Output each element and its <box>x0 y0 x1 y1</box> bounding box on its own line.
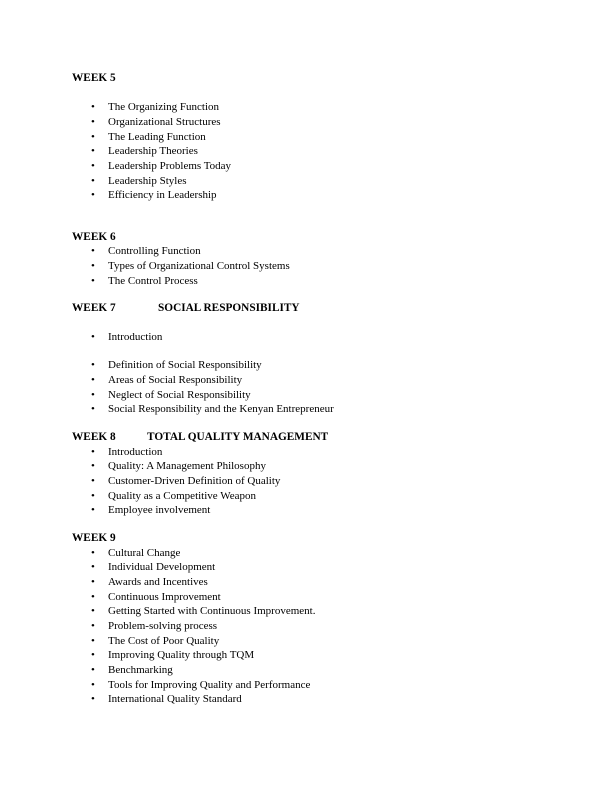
bullet-icon: • <box>91 374 95 386</box>
list-item: Employee involvement <box>108 504 211 516</box>
list-item: Continuous Improvement <box>108 591 221 603</box>
bullet-icon: • <box>91 359 95 371</box>
bullet-icon: • <box>91 620 95 632</box>
bullet-icon: • <box>91 116 95 128</box>
bullet-icon: • <box>91 446 95 458</box>
list-item: Social Responsibility and the Kenyan Entrepreneur <box>108 403 334 415</box>
list-item: Quality: A Management Philosophy <box>108 460 266 472</box>
list-item: Types of Organizational Control Systems <box>108 260 290 272</box>
list-item: Awards and Incentives <box>108 576 208 588</box>
bullet-icon: • <box>91 490 95 502</box>
bullet-icon: • <box>91 664 95 676</box>
bullet-icon: • <box>91 331 95 343</box>
list-item: Leadership Styles <box>108 175 187 187</box>
week-topic: SOCIAL RESPONSIBILITY <box>158 302 300 314</box>
list-item: Quality as a Competitive Weapon <box>108 490 256 502</box>
week-label: WEEK 8 <box>72 431 116 443</box>
week-8-heading <box>72 431 329 444</box>
bullet-icon: • <box>91 260 95 272</box>
list-item: Efficiency in Leadership <box>108 189 217 201</box>
list-item: Leadership Problems Today <box>108 160 232 172</box>
list-item: Problem-solving process <box>108 620 218 632</box>
week-label: WEEK 9 <box>72 532 116 544</box>
list-item: Customer-Driven Definition of Quality <box>108 475 281 487</box>
week-7-heading <box>72 302 300 315</box>
bullet-icon: • <box>91 693 95 705</box>
list-item: The Leading Function <box>108 131 206 143</box>
bullet-icon: • <box>91 649 95 661</box>
bullet-icon: • <box>91 561 95 573</box>
week-6-heading <box>72 231 116 244</box>
list-item: Neglect of Social Responsibility <box>108 389 251 401</box>
week-9-heading <box>72 532 116 545</box>
list-item: Areas of Social Responsibility <box>108 374 243 386</box>
list-item: Organizational Structures <box>108 116 221 128</box>
bullet-icon: • <box>91 679 95 691</box>
list-item: Cultural Change <box>108 547 181 559</box>
list-item: The Organizing Function <box>108 101 219 113</box>
bullet-icon: • <box>91 189 95 201</box>
bullet-icon: • <box>91 145 95 157</box>
list-item: Controlling Function <box>108 245 201 257</box>
list-item: Getting Started with Continuous Improvement. <box>108 605 316 617</box>
list-item: The Control Process <box>108 275 198 287</box>
bullet-icon: • <box>91 275 95 287</box>
list-item: Individual Development <box>108 561 216 573</box>
week-topic: TOTAL QUALITY MANAGEMENT <box>147 431 329 443</box>
week-label: WEEK 5 <box>72 72 116 84</box>
bullet-icon: • <box>91 131 95 143</box>
bullet-icon: • <box>91 160 95 172</box>
bullet-icon: • <box>91 591 95 603</box>
list-item: Introduction <box>108 331 163 343</box>
list-item: Improving Quality through TQM <box>108 649 255 661</box>
week-label: WEEK 6 <box>72 231 116 243</box>
bullet-icon: • <box>91 475 95 487</box>
list-item: Introduction <box>108 446 163 458</box>
bullet-icon: • <box>91 460 95 472</box>
list-item: Leadership Theories <box>108 145 198 157</box>
list-item: Definition of Social Responsibility <box>108 359 262 371</box>
list-item: The Cost of Poor Quality <box>108 635 220 647</box>
list-item: Benchmarking <box>108 664 173 676</box>
bullet-icon: • <box>91 576 95 588</box>
bullet-icon: • <box>91 547 95 559</box>
bullet-icon: • <box>91 101 95 113</box>
bullet-icon: • <box>91 175 95 187</box>
bullet-icon: • <box>91 245 95 257</box>
list-item: Tools for Improving Quality and Performance <box>108 679 311 691</box>
bullet-icon: • <box>91 504 95 516</box>
bullet-icon: • <box>91 605 95 617</box>
week-label: WEEK 7 <box>72 302 116 314</box>
list-item: International Quality Standard <box>108 693 242 705</box>
bullet-icon: • <box>91 389 95 401</box>
bullet-icon: • <box>91 403 95 415</box>
week-5-heading <box>72 72 116 85</box>
bullet-icon: • <box>91 635 95 647</box>
